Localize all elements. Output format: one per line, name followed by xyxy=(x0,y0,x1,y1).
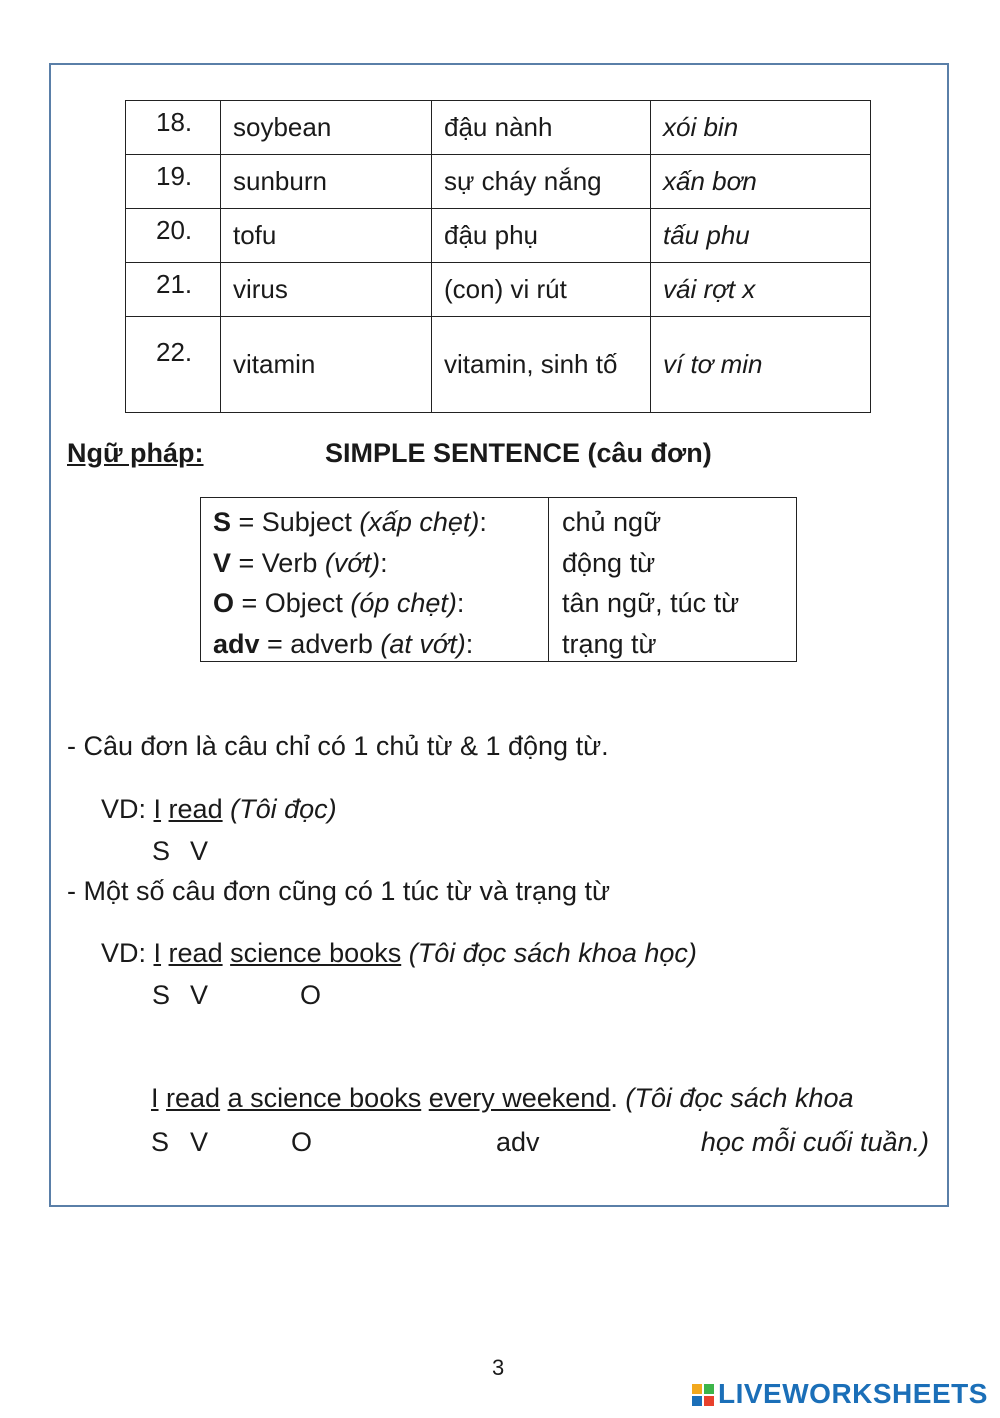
row-number: 22. xyxy=(126,317,221,413)
tag-subject: S xyxy=(151,1127,170,1157)
row-number: 21. xyxy=(126,263,221,317)
legend-meaning: trạng từ xyxy=(562,628,657,659)
vocabulary-table xyxy=(125,100,871,413)
legend-meanings xyxy=(549,498,739,664)
row-word: tofu xyxy=(221,209,432,263)
row-pronunciation: ví tơ min xyxy=(651,317,871,413)
tag-verb: V xyxy=(190,836,209,866)
brand-wordmark[interactable]: LIVEWORKSHEETS xyxy=(718,1378,988,1409)
tag-object: O xyxy=(300,980,322,1010)
tag-subject: S xyxy=(152,836,171,866)
tag-object: O xyxy=(291,1127,313,1157)
row-number: 20. xyxy=(126,209,221,263)
tag-verb: V xyxy=(190,1127,209,1157)
row-word: vitamin xyxy=(221,317,432,413)
row-meaning: (con) vi rút xyxy=(432,263,651,317)
rule-two: - Một số câu đơn cũng có 1 túc từ và trạng từ xyxy=(67,876,611,906)
example-three-translation: học mỗi cuối tuần.) xyxy=(700,1127,929,1157)
example-three: I read a science books every weekend. (Tôi đọc sách khoa xyxy=(151,1083,854,1113)
row-meaning: sự cháy nắng xyxy=(432,155,651,209)
legend-terms xyxy=(201,498,549,661)
row-pronunciation: xói bin xyxy=(651,101,871,155)
example-one: VD: I read (Tôi đọc) xyxy=(101,794,337,824)
row-pronunciation: xấn bơn xyxy=(651,155,871,209)
page-number: 3 xyxy=(492,1355,505,1380)
row-meaning: đậu phụ xyxy=(432,209,651,263)
row-pronunciation: tấu phu xyxy=(651,209,871,263)
table-row xyxy=(126,101,871,155)
row-word: soybean xyxy=(221,101,432,155)
legend-term: O = Object (óp chẹt): xyxy=(213,588,465,618)
tag-subject: S xyxy=(152,980,171,1010)
row-number: 19. xyxy=(126,155,221,209)
example-two: VD: I read science books (Tôi đọc sách khoa học) xyxy=(101,938,697,968)
row-number: 18. xyxy=(126,101,221,155)
liveworksheets-logo-icon xyxy=(692,1384,714,1406)
legend-term: V = Verb (vớt): xyxy=(213,547,388,578)
grammar-title: SIMPLE SENTENCE (câu đơn) xyxy=(325,438,712,468)
tag-adverb: adv xyxy=(496,1127,540,1157)
legend-meaning: tân ngữ, túc từ xyxy=(562,588,740,618)
row-word: sunburn xyxy=(221,155,432,209)
row-meaning: vitamin, sinh tố xyxy=(432,317,651,413)
row-pronunciation: vái rợt x xyxy=(651,263,871,317)
table-row xyxy=(126,209,871,263)
grammar-legend-box xyxy=(200,497,797,662)
table-row xyxy=(126,155,871,209)
row-word: virus xyxy=(221,263,432,317)
legend-term: S = Subject (xấp chẹt): xyxy=(213,507,487,537)
row-meaning: đậu nành xyxy=(432,101,651,155)
rule-one: - Câu đơn là câu chỉ có 1 chủ từ & 1 động từ. xyxy=(67,731,609,761)
table-row xyxy=(126,317,871,413)
tag-verb: V xyxy=(190,980,209,1010)
grammar-label: Ngữ pháp: xyxy=(67,438,204,468)
legend-meaning: động từ xyxy=(562,547,656,578)
legend-term: adv = adverb (at vớt): xyxy=(213,628,474,659)
table-row xyxy=(126,263,871,317)
legend-meaning: chủ ngữ xyxy=(562,507,662,537)
